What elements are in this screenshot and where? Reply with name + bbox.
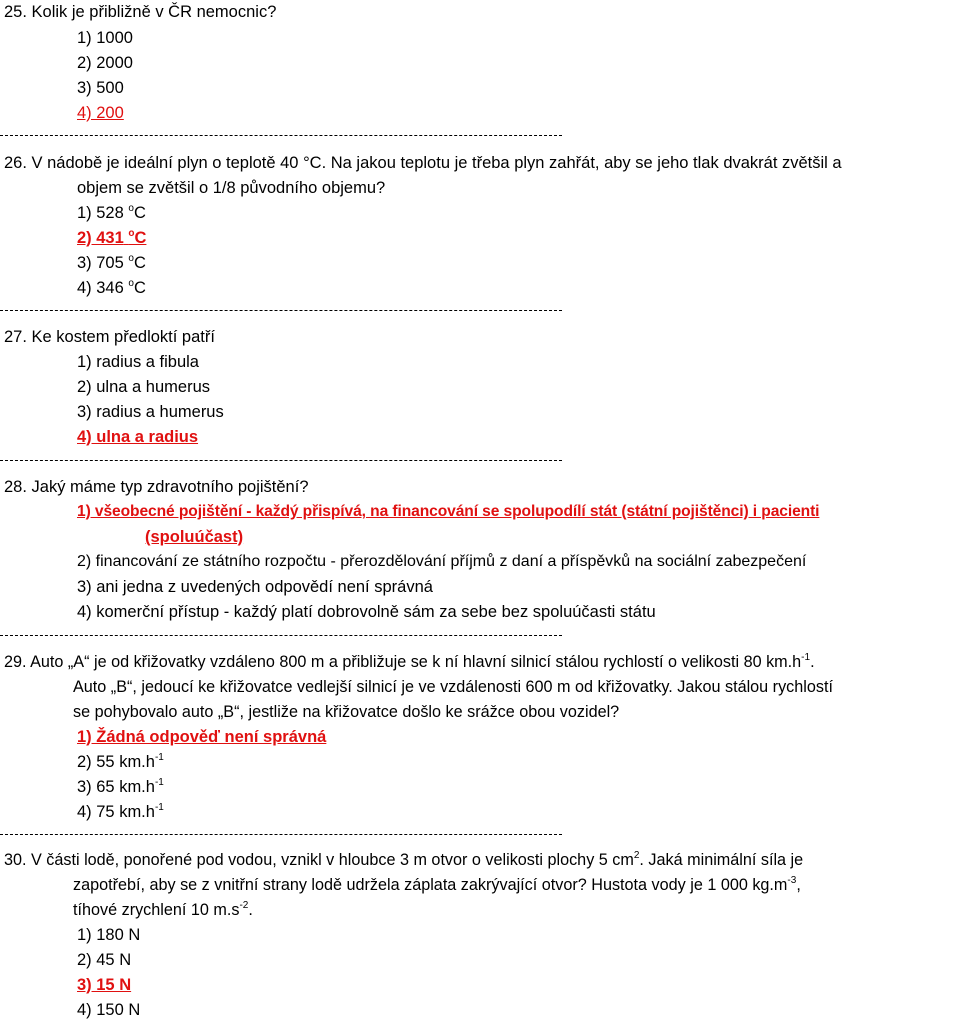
question-30-line1: 30. V části lodě, ponořené pod vodou, vznikl v hloubce 3 m otvor o velikosti plochy 5 $cm^2$. Jaká minimální síla je (4, 850, 804, 869)
q29-option-3: 3) 65 $km.h^{-1}$ (77, 777, 164, 796)
q28-option-2: 2) financování ze státního rozpočtu - přerozdělování příjmů z daní a příspěvků na sociální zabezpečení (77, 553, 807, 570)
question-29-line1: 29. Auto „A“ je od křižovatky vzdáleno 800 m a přibližuje se k ní hlavní silnicí stálou rychlostí o velikosti 80 $km.h^{-1}$. (4, 652, 815, 671)
q29-option-4: 4) 75 $km.h^{-1}$ (77, 802, 164, 821)
q27-option-2: 2) ulna a humerus (77, 378, 210, 396)
separator (0, 310, 562, 311)
question-28: 28. Jaký máme typ zdravotního pojištění? (4, 478, 309, 496)
q26-option-4: 4) 346 $^o$C (77, 278, 146, 297)
separator (0, 460, 562, 461)
question-30-line3: tíhové zrychlení 10 $m.s^{-2}$. (73, 900, 253, 919)
question-29-line2: Auto „B“, jedoucí ke křižovatce vedlejší silnicí je ve vzdálenosti 600 m od křižovatky. Jakou stálou rychlostí (73, 678, 833, 696)
q27-option-4-correct: 4) ulna a radius (77, 428, 199, 446)
q26-option-1: 1) 528 $^o$C (77, 203, 146, 222)
q27-option-1: 1) radius a fibula (77, 353, 199, 371)
q26-option-3: 3) 705 $^o$C (77, 253, 146, 272)
question-26-line1: 26. V nádobě je ideální plyn o teplotě 40 °C. Na jakou teplotu je třeba plyn zahřát, aby se jeho tlak dvakrát zvětšil a (4, 154, 842, 172)
q25-option-1: 1) 1000 (77, 29, 133, 47)
q25-option-4-correct: 4) 200 (77, 104, 124, 122)
question-26-line2: objem se zvětšil o 1/8 původního objemu? (77, 179, 386, 197)
q27-option-3: 3) radius a humerus (77, 403, 224, 421)
q28-option-1-cont: (spoluúčast) (145, 528, 244, 546)
question-27: 27. Ke kostem předloktí patří (4, 328, 215, 346)
q30-option-2: 2) 45 N (77, 951, 132, 969)
q25-option-2: 2) 2000 (77, 54, 133, 72)
q28-option-3: 3) ani jedna z uvedených odpovědí není správná (77, 578, 433, 596)
q29-option-1-correct: 1) Žádná odpověď není správná (77, 728, 327, 746)
separator (0, 834, 562, 835)
q29-option-2: 2) 55 $km.h^{-1}$ (77, 752, 164, 771)
question-29-line3: se pohybovalo auto „B“, jestliže na křižovatce došlo ke srážce obou vozidel? (73, 703, 620, 721)
separator (0, 635, 562, 636)
q28-option-4: 4) komerční přístup - každý platí dobrovolně sám za sebe bez spoluúčasti státu (77, 603, 656, 621)
q30-option-3-correct: 3) 15 N (77, 976, 132, 994)
question-30-line2: zapotřebí, aby se z vnitřní strany lodě udržela záplata zakrývající otvor? Hustota vody je 1 000 $kg.m^{-3}$, (73, 875, 801, 894)
separator (0, 135, 562, 136)
q25-option-3: 3) 500 (77, 79, 124, 97)
q30-option-1: 1) 180 N (77, 926, 141, 944)
q30-option-4: 4) 150 N (77, 1001, 141, 1019)
q26-option-2-correct: 2) 431 $^o$C (77, 228, 147, 247)
q28-option-1-correct: 1) všeobecné pojištění - každý přispívá, na financování se spolupodílí stát (státní pojištěnci) i pacienti (77, 503, 820, 520)
question-25: 25. Kolik je přibližně v ČR nemocnic? (4, 3, 277, 21)
